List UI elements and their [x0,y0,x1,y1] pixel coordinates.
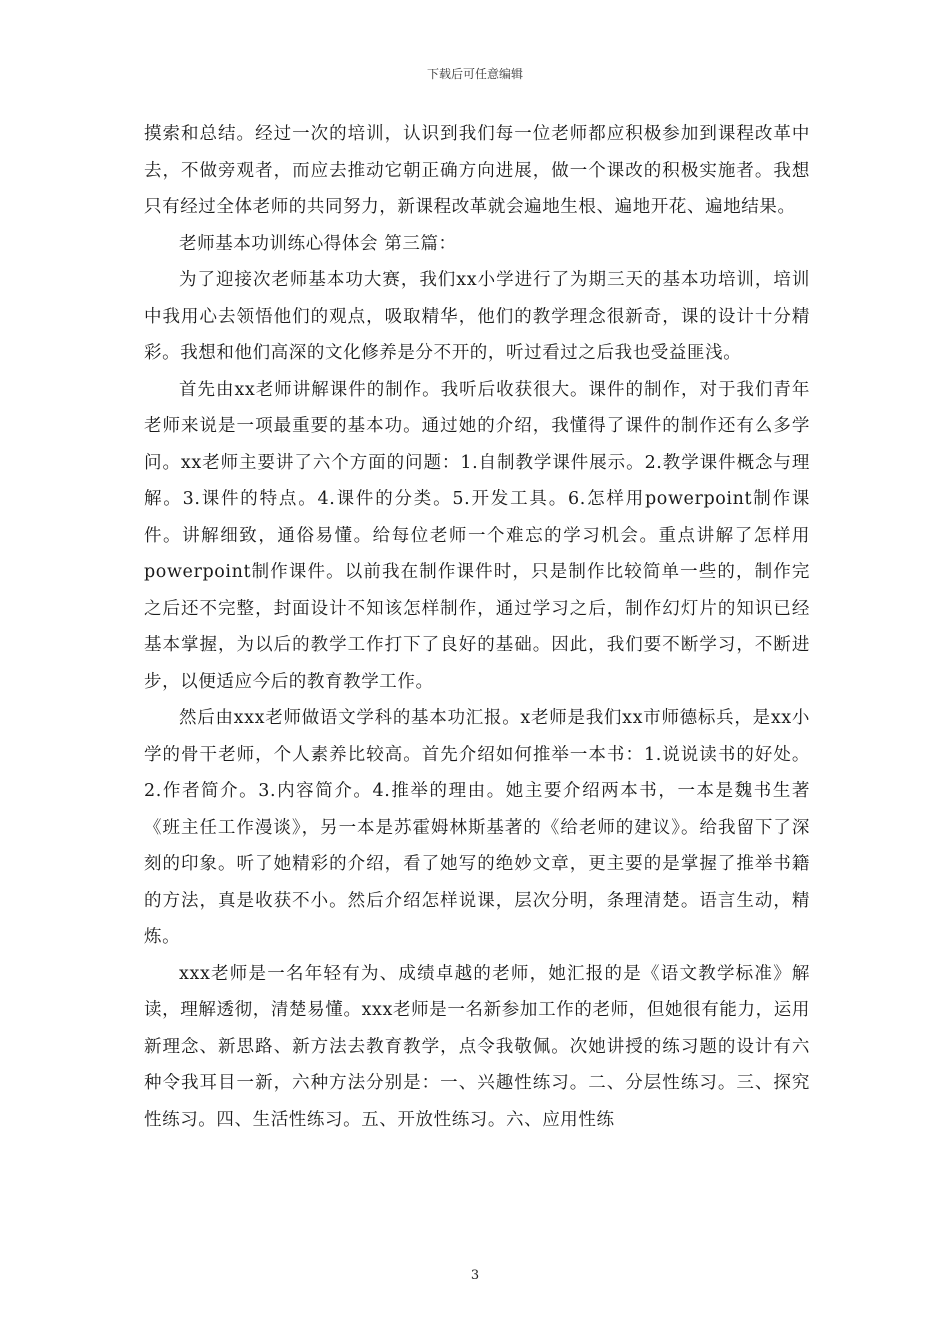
paragraph-curriculum-standard: xxx老师是一名年轻有为、成绩卓越的老师，她汇报的是《语文教学标准》解读，理解透彻，清楚易懂。xxx老师是一名新参加工作的老师，但她很有能力，运用新理念、新思路、新方法去教育教学，点令我敬佩。次她讲授的练习题的设计有六种令我耳目一新，六种方法分别是：一、兴趣性练习。二、分层性练习。三、探究性练习。四、生活性练习。五、开放性练习。六、应用性练 [144,963,810,1130]
paragraph-intro: 为了迎接次老师基本功大赛，我们xx小学进行了为期三天的基本功培训，培训中我用心去领悟他们的观点，吸取精华，他们的教学理念很新奇，课的设计十分精彩。我想和他们高深的文化修养是分不开的，听过看过之后我也受益匪浅。 [144,270,810,363]
paragraph-courseware: 首先由xx老师讲解课件的制作。我听后收获很大。课件的制作，对于我们青年老师来说是一项最重要的基本功。通过她的介绍，我懂得了课件的制作还有么多学问。xx老师主要讲了六个方面的问题：1.自制教学课件展示。2.教学课件概念与理解。3.课件的特点。4.课件的分类。5.开发工具。6.怎样用powerpoint制作课件。讲解细致，通俗易懂。给每位老师一个难忘的学习机会。重点讲解了怎样用powerpoint制作课件。以前我在制作课件时，只是制作比较简单一些的，制作完之后还不完整，封面设计不知该怎样制作，通过学习之后，制作幻灯片的知识已经基本掌握，为以后的教学工作打下了良好的基础。因此，我们要不断学习，不断进步，以便适应今后的教育教学工作。 [144,379,810,692]
paragraph-chinese-subject: 然后由xxx老师做语文学科的基本功汇报。x老师是我们xx市师德标兵，是xx小学的骨干老师，个人素养比较高。首先介绍如何推举一本书：1.说说读书的好处。2.作者简介。3.内容简介。4.推举的理由。她主要介绍两本书，一本是魏书生著《班主任工作漫谈》，另一本是苏霍姆林斯基著的《给老师的建议》。给我留下了深刻的印象。听了她精彩的介绍，看了她写的绝妙文章，更主要的是掌握了推举书籍的方法，真是收获不小。然后介绍怎样说课，层次分明，条理清楚。语言生动，精炼。 [144,708,810,947]
page-number: 3 [470,1268,480,1283]
paragraph-continuation: 摸索和总结。经过一次的培训，认识到我们每一位老师都应积极参加到课程改革中去，不做旁观者，而应去推动它朝正确方向进展，做一个课改的积极实施者。我想只有经过全体老师的共同努力，新课程改革就会遍地生根、遍地开花、遍地结果。 [144,124,810,217]
page-header: 下载后可任意编辑 [426,67,523,81]
section-heading: 老师基本功训练心得体会 第三篇： [179,233,457,254]
document-body [144,116,810,1138]
